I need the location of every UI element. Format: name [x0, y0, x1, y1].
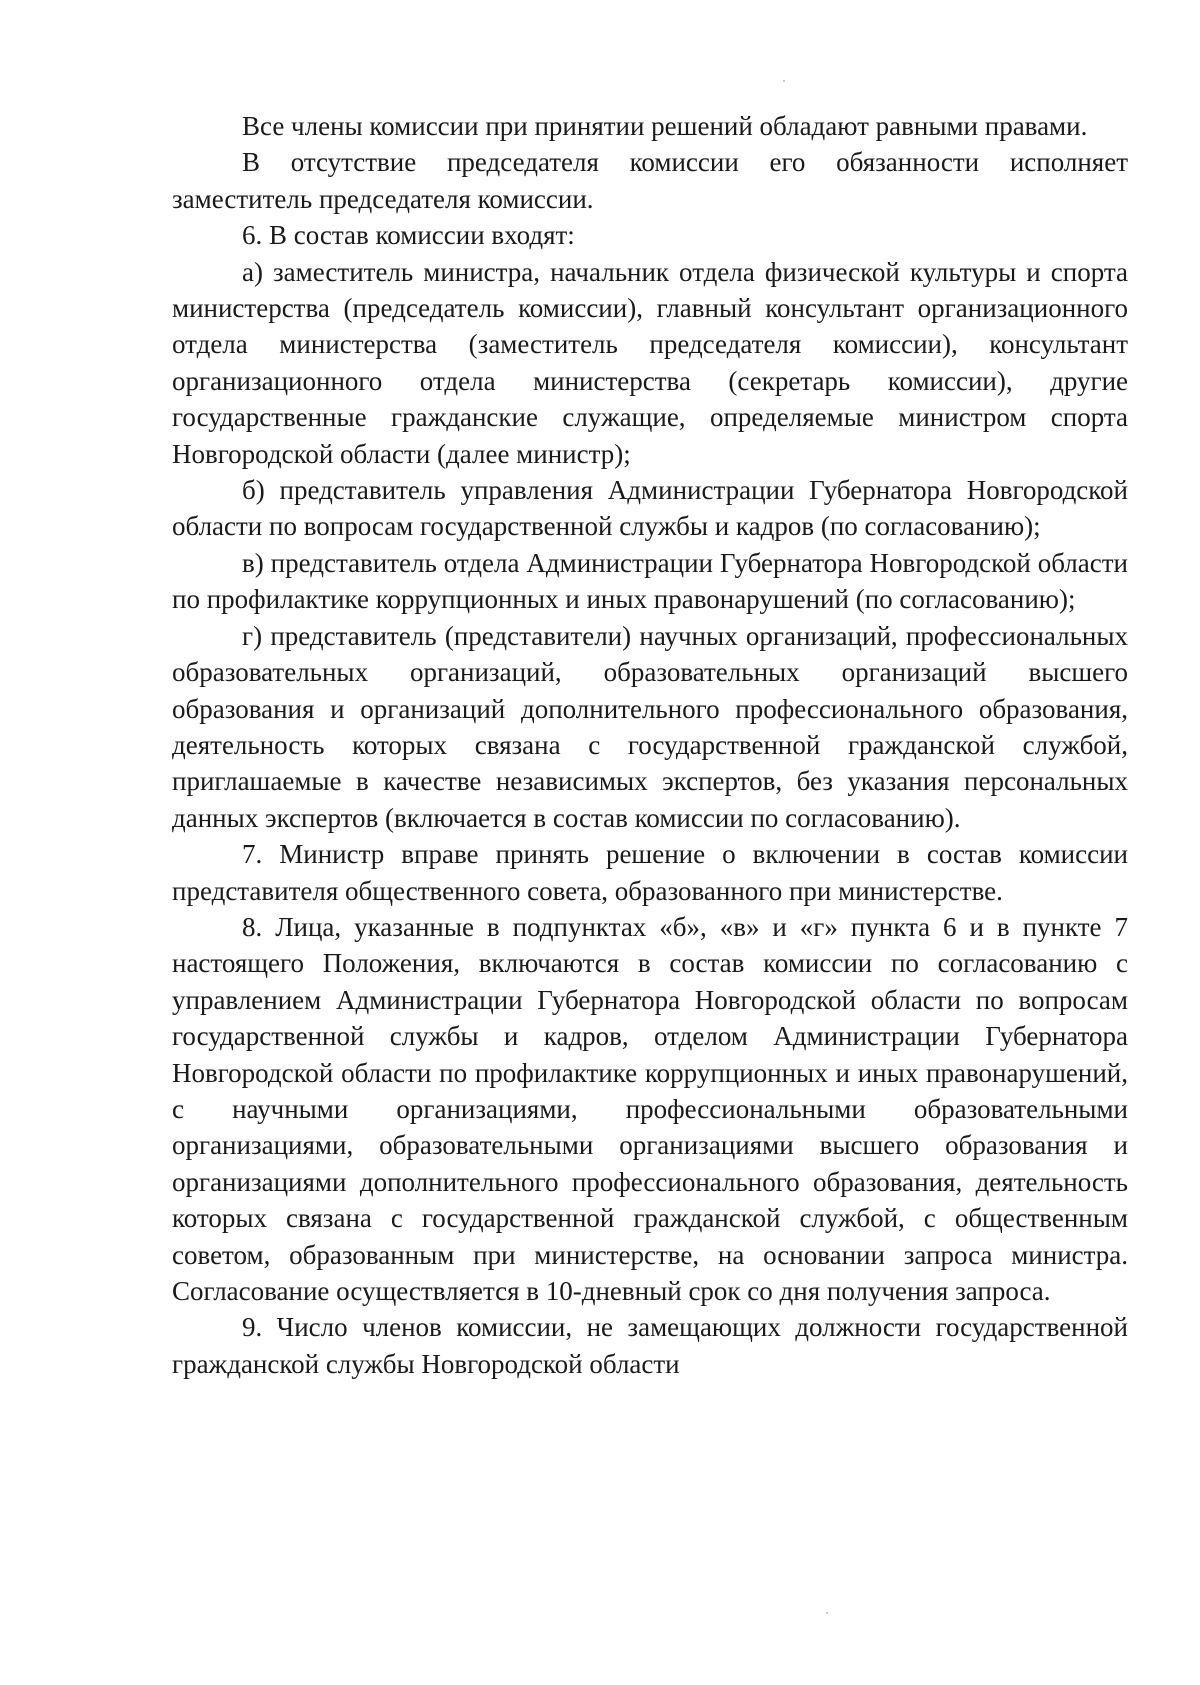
paragraph-item-9: 9. Число членов комиссии, не замещающих должности государственной гражданской службы Новгородской области [172, 1312, 1128, 1379]
paragraph-deputy-chair: В отсутствие председателя комиссии его обязанности исполняет заместитель председателя комиссии. [172, 147, 1128, 214]
scan-speck [783, 80, 785, 82]
paragraph-item-7: 7. Министр вправе принять решение о включении в состав комиссии представителя общественного совета, образованного при министерстве. [172, 839, 1128, 906]
paragraph-subitem-a: а) заместитель министра, начальник отдела физической культуры и спорта министерства (председатель комиссии), главный консультант организационного отдела министерства (заместитель председателя комиссии), консультант организационного отдела министерства (секретарь комиссии), другие государственные гражданские служащие, определяемые министром спорта Новгородской области (далее министр); [172, 256, 1128, 469]
paragraph-item-8: 8. Лица, указанные в подпунктах «б», «в» и «г» пункта 6 и в пункте 7 настоящего Положения, включаются в состав комиссии по согласованию с управлением Администрации Губернатора Новгородской области по вопросам государственной службы и кадров, отделом Администрации Губернатора Новгородской области по профилактике коррупционных и иных правонарушений, с научными организациями, профессиональными образовательными организациями, образовательными организациями высшего образования и организациями дополнительного профессионального образования, деятельность которых связана с государственной гражданской службой, с общественным советом, образованным при министерстве, на основании запроса министра. Согласование осуществляется в 10-дневный срок со дня получения запроса. [172, 911, 1128, 1306]
paragraph-equal-rights: Все члены комиссии при принятии решений обладают равными правами. [242, 111, 1088, 141]
paragraph-subitem-v: в) представитель отдела Администрации Губернатора Новгородской области по профилактике коррупционных и иных правонарушений (по согласованию); [172, 547, 1128, 615]
paragraph-subitem-g: г) представитель (представители) научных организаций, профессиональных образовательных организаций, образовательных организаций высшего образования и организаций дополнительного профессионального образования, деятельность которых связана с государственной гражданской службой, приглашаемые в качестве независимых экспертов, без указания персональных данных экспертов (включается в состав комиссии по согласованию). [172, 620, 1128, 833]
paragraph-item-6: 6. В состав комиссии входят: [242, 220, 575, 251]
paragraph-subitem-b: б) представитель управления Администрации Губернатора Новгородской области по вопросам государственной службы и кадров (по согласованию); [172, 475, 1128, 542]
scan-speck [826, 1612, 828, 1614]
document-body [172, 108, 1128, 1382]
